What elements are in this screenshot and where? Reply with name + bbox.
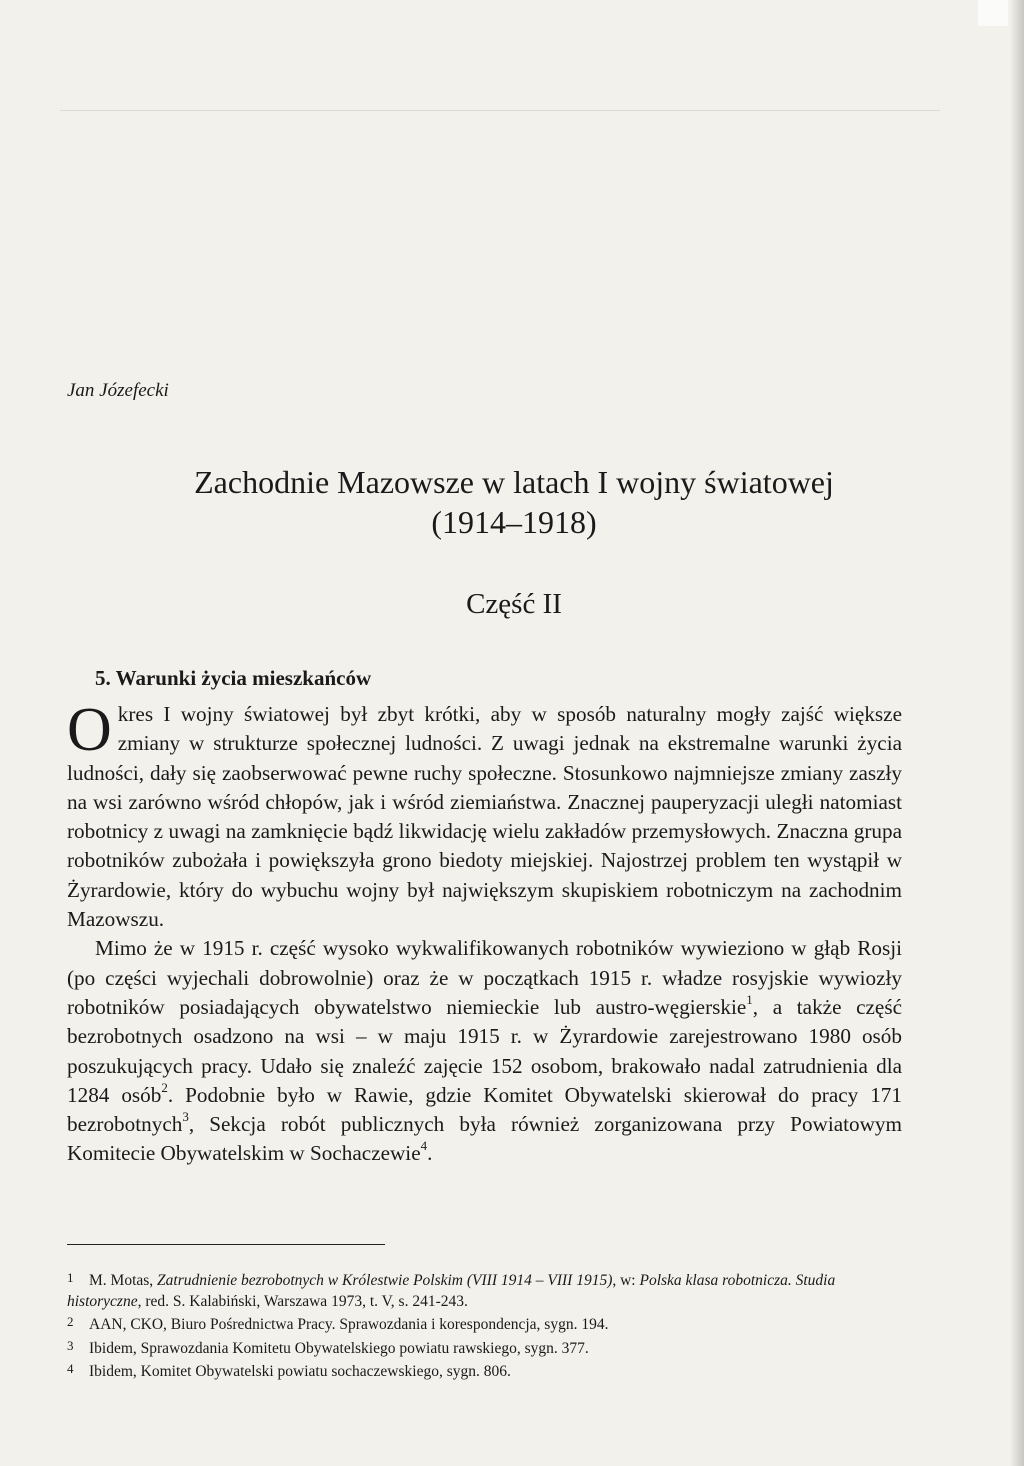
footnote-3	[67, 1336, 907, 1360]
footnote-divider	[67, 1244, 385, 1245]
paragraph-2-text-e: .	[427, 1141, 433, 1166]
footnote-text: M. Motas,	[89, 1272, 158, 1289]
footnote-number: 1	[67, 1270, 74, 1285]
footnote-text: , w:	[612, 1272, 640, 1289]
drop-cap: O	[67, 696, 112, 764]
footnote-text: Ibidem, Sprawozdania Komitetu Obywatelskiego powiatu rawskiego, sygn. 377.	[89, 1339, 589, 1357]
paragraph-1	[67, 696, 902, 934]
paragraph-2-text-c: . Podobnie było w Rawie, gdzie Komitet Obywatelski skierował do pracy 171 bezrobotnych	[67, 1082, 902, 1137]
paragraph-2-text-d: , Sekcja robót publicznych była również zorganizowana przy Powiatowym Komitecie Obywatelskim w Sochaczewie	[67, 1112, 902, 1166]
page-edge-shadow	[1010, 0, 1024, 1466]
part-heading: Część II	[466, 588, 562, 620]
footnote-ref-1: 1	[746, 991, 753, 1007]
scan-corner-mark	[978, 0, 1008, 26]
footnote-ref-4: 4	[420, 1138, 428, 1154]
footnote-1	[67, 1268, 907, 1312]
footnote-number: 2	[67, 1314, 74, 1329]
paragraph-2	[67, 934, 902, 1168]
footnote-4	[67, 1359, 907, 1383]
article-body	[67, 696, 902, 1169]
footnote-text: , red. S. Kalabiński, Warszawa 1973, t. V, s. 241-243.	[137, 1292, 468, 1310]
footnote-text: Ibidem, Komitet Obywatelski powiatu sochaczewskiego, sygn. 806.	[89, 1363, 511, 1380]
paragraph-2-text-a: Mimo że w 1915 r. część wysoko wykwalifikowanych robotników wywieziono w głąb Rosji (po części wyjechali dobrowolnie) oraz że w początkach 1915 r. władze rosyjskie wywiozły robotników posiadających obywatelstwo niemieckie lub austro-węgierskie	[67, 936, 902, 1019]
title-line-1: Zachodnie Mazowsze w latach I wojny światowej	[194, 464, 834, 500]
title-line-2: (1914–1918)	[431, 504, 597, 540]
footnote-number: 4	[67, 1361, 74, 1376]
footnote-number: 3	[67, 1337, 74, 1353]
footnote-text: AAN, CKO, Biuro Pośrednictwa Pracy. Sprawozdania i korespondencja, sygn. 194.	[89, 1316, 609, 1333]
section-heading: 5. Warunki życia mieszkańców	[95, 666, 372, 690]
author-name: Jan Józefecki	[67, 380, 169, 401]
paragraph-1-text: kres I wojny światowej był zbyt krótki, aby w sposób naturalny mogły zajść większe zmiany w strukturze społecznej ludności. Z uwagi jednak na ekstremalne warunki życia ludności, dały się zaobserwować pewne ruchy społeczne. Stosunkowo najmniejsze zmiany zaszły na wsi zarówno wśród chłopów, jak i wśród ziemiaństwa. Znacznej pauperyzacji uległi natomiast robotnicy z uwagi na zamknięcie bądź likwidację wielu zakładów przemysłowych. Znaczna grupa robotników zubożała i powiększyła grono biedoty miejskiej. Najostrzej problem ten wystąpił w Żyrardowie, który do wybuchu wojny był największym skupiskiem robotniczym na zachodnim Mazowszu.	[67, 702, 902, 932]
article-title	[70, 462, 958, 542]
footnote-ref-2: 2	[161, 1079, 168, 1095]
footnote-2	[67, 1312, 907, 1336]
paragraph-2-text-b: , a także część bezrobotnych osadzono na wsi – w maju 1915 r. w Żyrardowie zarejestrowano 1980 osób poszukujących pracy. Udało się znaleźć zajęcie 152 osobom, brakowało nadal zatrudnienia dla 1284 osób	[67, 994, 902, 1107]
footnote-title-italic: Zatrudnienie bezrobotnych w Królestwie Polskim (VIII 1914 – VIII 1915)	[157, 1272, 613, 1289]
footnote-ref-3: 3	[182, 1109, 189, 1125]
footnote-title-italic: Polska klasa robotnicza. Studia historyczne	[67, 1272, 836, 1310]
footnotes	[67, 1268, 907, 1383]
